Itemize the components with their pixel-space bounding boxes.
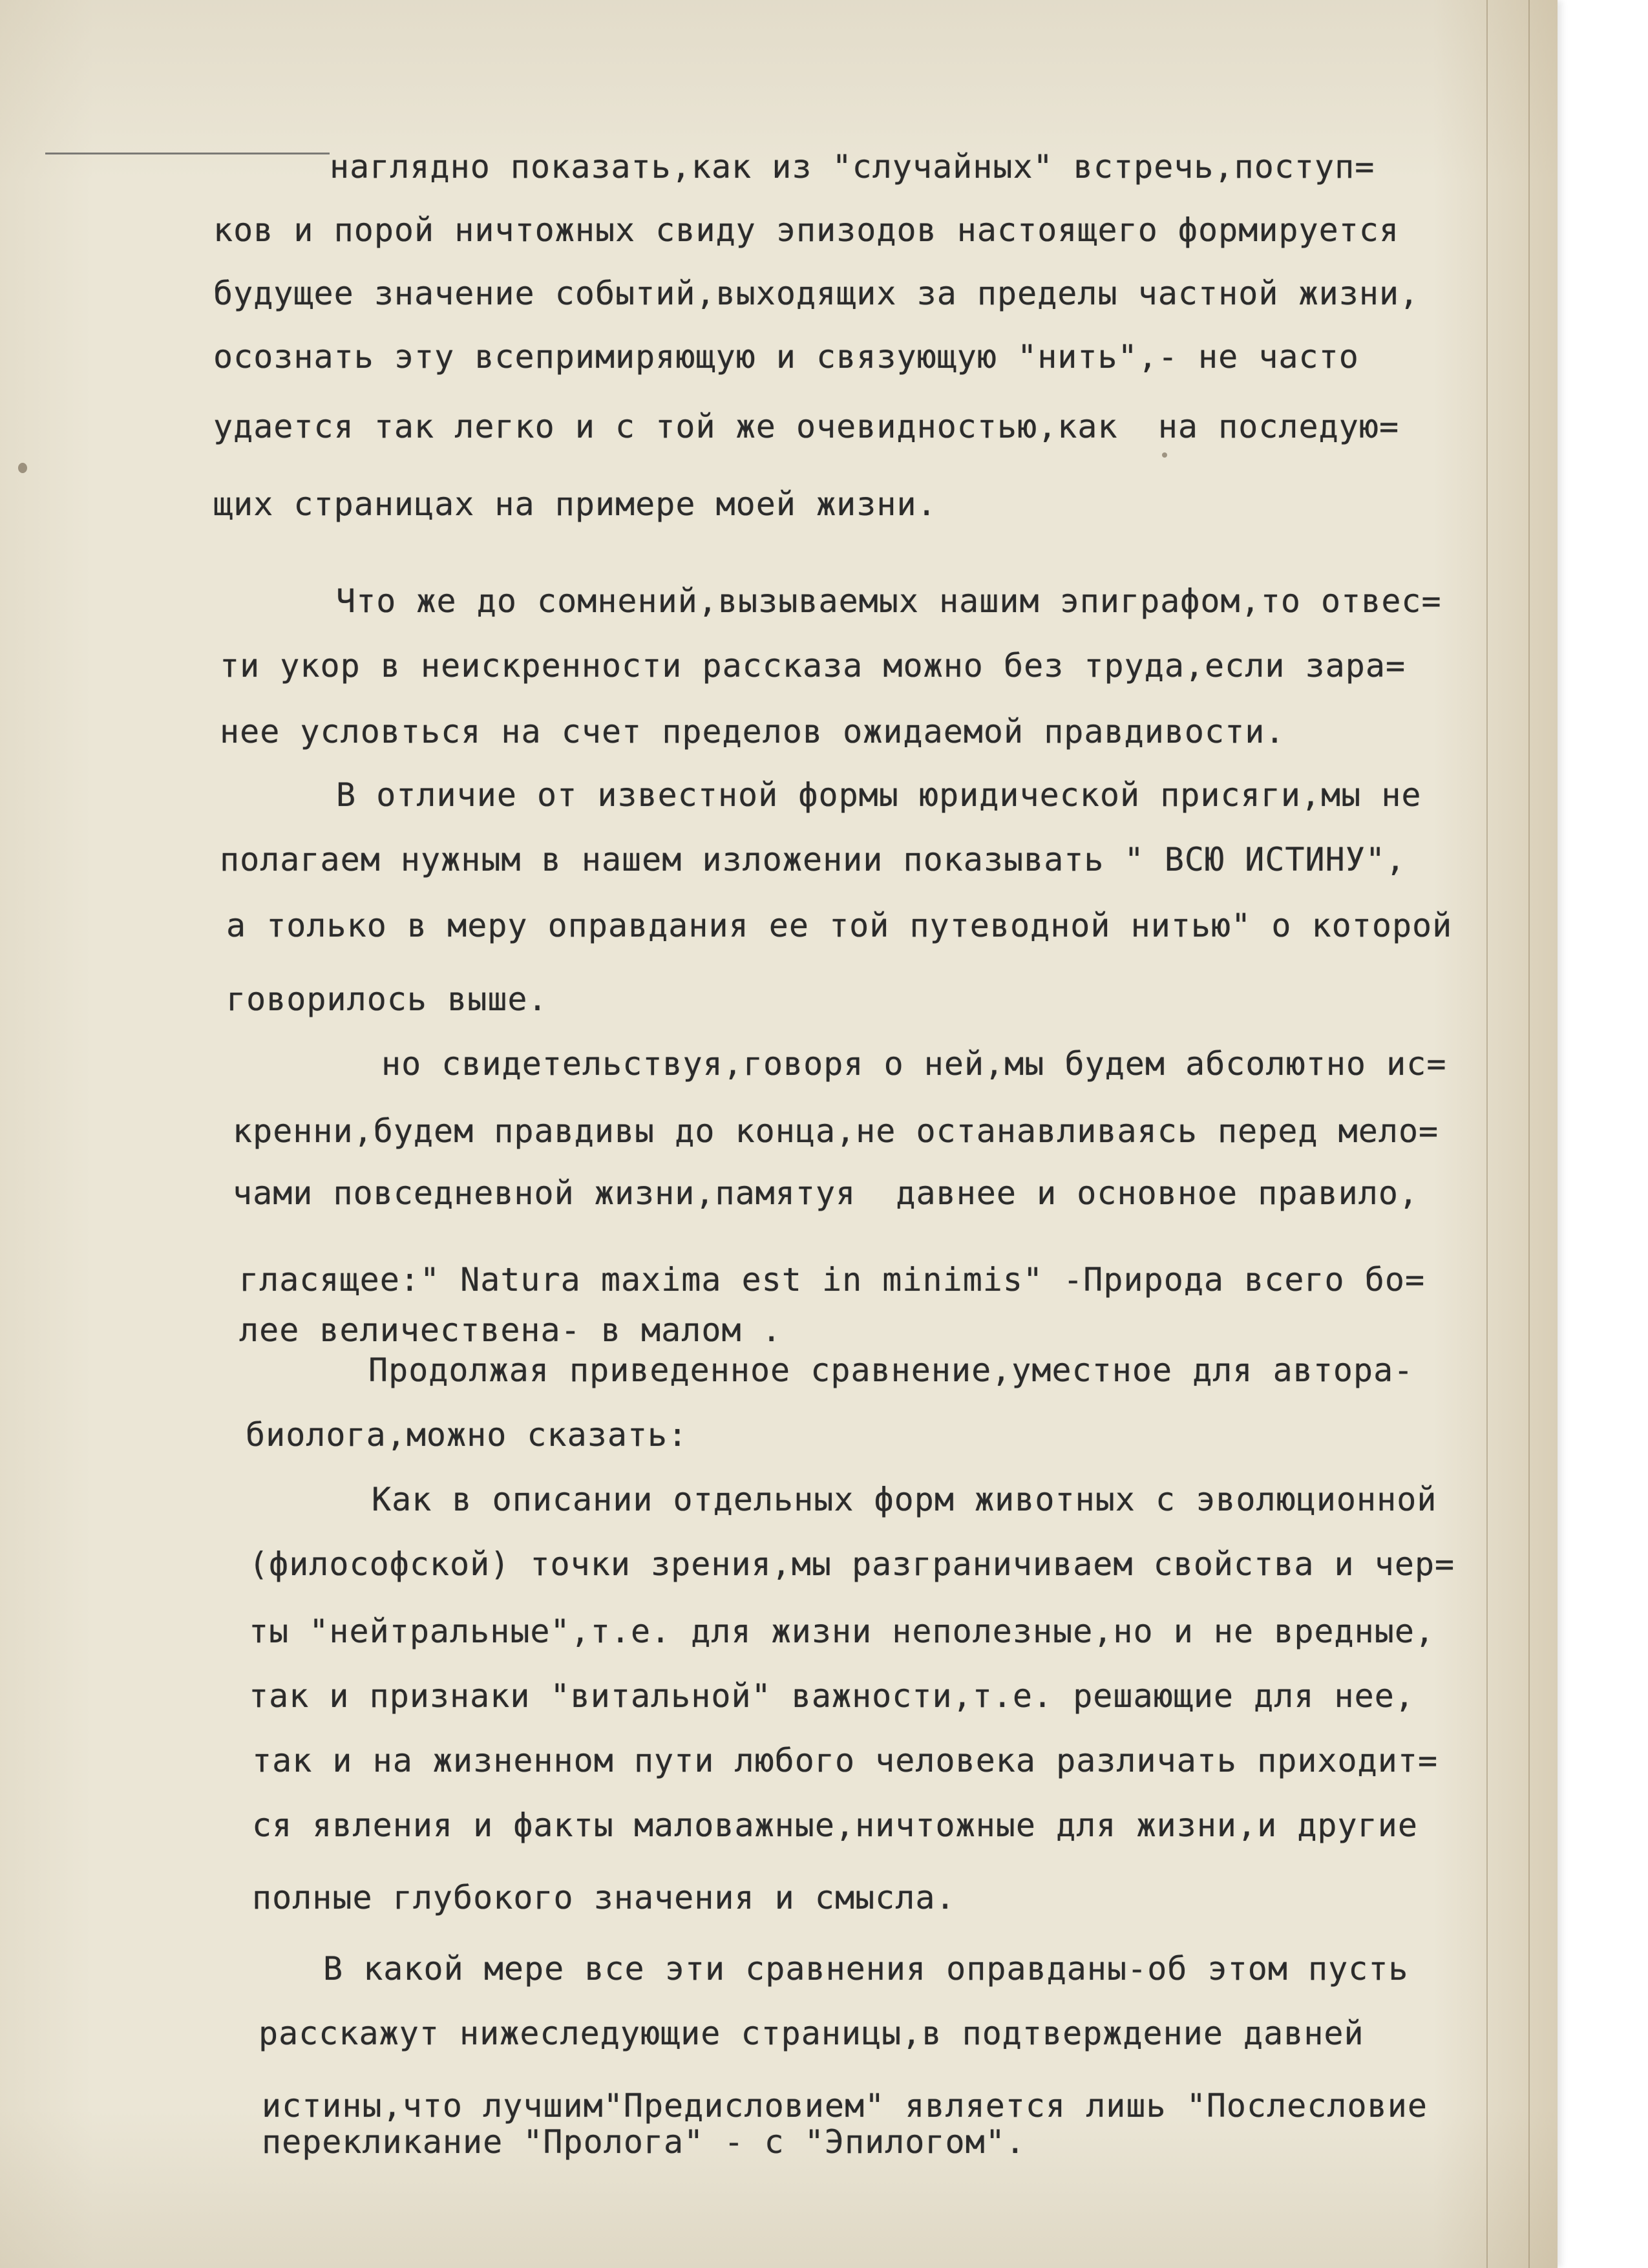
- text-line: перекликание "Пролога" - с "Эпилогом".: [262, 2123, 1026, 2161]
- ink-spot: [18, 463, 27, 473]
- text-line: говорилось выше.: [226, 980, 548, 1018]
- text-line: Продолжая приведенное сравнение,уместное для автора-: [368, 1351, 1414, 1389]
- text-line: щих страницах на примере моей жизни.: [213, 485, 937, 523]
- text-line: ков и порой ничтожных свиду эпизодов настоящего формируется: [213, 211, 1400, 249]
- text-line: биолога,можно сказать:: [246, 1416, 688, 1454]
- text-line: Что же до сомнений,вызываемых нашим эпиграфом,то отвес=: [336, 582, 1442, 620]
- text-line: ся явления и факты маловажные,ничтожные для жизни,и другие: [252, 1807, 1418, 1844]
- paper-crease: [1486, 0, 1488, 2268]
- pencil-rule-mark: [45, 153, 330, 154]
- text-line: лее величествена- в малом .: [239, 1311, 782, 1349]
- paper-crease: [1528, 0, 1530, 2268]
- text-line: чами повседневной жизни,памятуя давнее и основное правило,: [233, 1174, 1419, 1212]
- text-line: истины,что лучшим"Предисловием" является лишь "Послесловие: [262, 2087, 1428, 2125]
- text-line: расскажут нижеследующие страницы,в подтверждение давней: [259, 2015, 1364, 2052]
- text-line: а только в меру оправдания ее той путеводной нитью" о которой: [226, 907, 1453, 944]
- text-line: В какой мере все эти сравнения оправданы-об этом пусть: [323, 1950, 1409, 1987]
- text-line: Как в описании отдельных форм животных с эволюционной: [372, 1481, 1437, 1518]
- text-line: удается так легко и с той же очевидностью,как на последую=: [213, 408, 1400, 445]
- text-line: гласящее:" Natura maxima est in minimis" -Природа всего бо=: [239, 1261, 1426, 1298]
- text-line: так и признаки "витальной" важности,т.е. решающие для нее,: [249, 1677, 1415, 1715]
- text-line: кренни,будем правдивы до конца,не останавливаясь перед мело=: [233, 1112, 1439, 1150]
- ink-spot: [1162, 452, 1167, 458]
- text-line: нее условться на счет пределов ожидаемой правдивости.: [220, 713, 1285, 750]
- text-line: так и на жизненном пути любого человека различать приходит=: [252, 1742, 1439, 1779]
- text-line: осознать эту всепримиряющую и связующую "нить",- не часто: [213, 338, 1359, 376]
- text-line: но свидетельствуя,говоря о ней,мы будем абсолютно ис=: [381, 1045, 1447, 1083]
- text-line: полные глубокого значения и смысла.: [252, 1879, 956, 1916]
- text-line: ты "нейтральные",т.е. для жизни неполезные,но и не вредные,: [249, 1613, 1435, 1650]
- text-line: полагаем нужным в нашем изложении показывать " ВСЮ ИСТИНУ",: [220, 841, 1406, 878]
- text-line: ти укор в неискренности рассказа можно без труда,если зара=: [220, 647, 1406, 684]
- text-line: (философской) точки зрения,мы разграничиваем свойства и чер=: [249, 1545, 1455, 1583]
- text-line: будущее значение событий,выходящих за пределы частной жизни,: [213, 275, 1420, 312]
- text-line: В отличие от известной формы юридической присяги,мы не: [336, 776, 1422, 814]
- text-line: наглядно показать,как из "случайных" встречь,поступ=: [330, 148, 1375, 185]
